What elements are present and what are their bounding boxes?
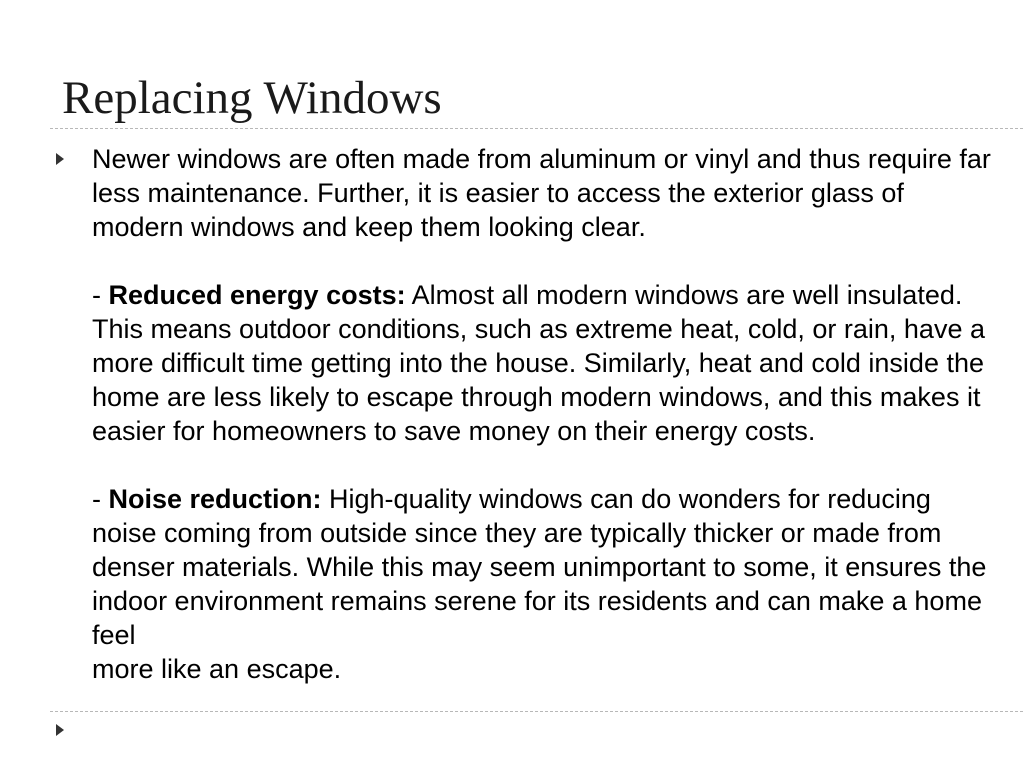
point-term: Noise reduction: <box>108 484 322 514</box>
paragraph-spacer <box>92 448 992 482</box>
point-noise-reduction <box>92 482 992 686</box>
point-text: Almost all modern windows are well insulated. This means outdoor conditions, such as extreme heat, cold, or rain, have a more difficult time getting into the house. Similarly, heat and cold inside the home are less likely to escape through modern windows, and this makes it easier for homeowners to save money on their energy costs. <box>92 280 985 446</box>
slide-body <box>92 142 992 686</box>
intro-paragraph: Newer windows are often made from aluminum or vinyl and thus require far less maintenance. Further, it is easier to access the exterior glass of modern windows and keep them looking clear. <box>92 144 991 242</box>
paragraph-spacer <box>92 244 992 278</box>
point-term: Reduced energy costs: <box>108 280 406 310</box>
slide-title: Replacing Windows <box>62 72 442 124</box>
bullet-arrow-icon <box>56 724 64 736</box>
title-divider <box>50 128 1024 129</box>
point-text: High-quality windows can do wonders for reducing noise coming from outside since they are typically thicker or made from denser materials. While this may seem unimportant to some, it ensures the indoor environment remains serene for its residents and can make a home feel <box>92 484 987 650</box>
point-text-continuation: more like an escape. <box>92 654 342 684</box>
point-energy-costs <box>92 278 992 448</box>
point-dash: - <box>92 484 109 514</box>
point-dash: - <box>92 280 109 310</box>
footer-divider <box>50 711 1024 712</box>
bullet-arrow-icon <box>56 153 64 165</box>
